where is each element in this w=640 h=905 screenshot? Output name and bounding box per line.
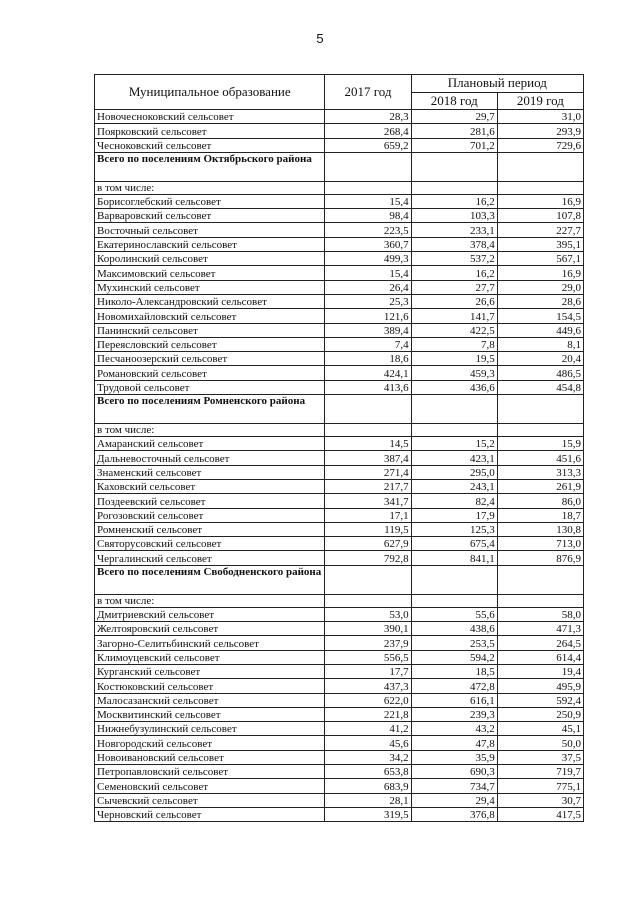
value-2018-cell [411, 181, 497, 194]
value-2019-cell: 592,4 [497, 693, 583, 707]
value-2018-cell: 29,4 [411, 793, 497, 807]
value-2018-cell: 376,8 [411, 807, 497, 821]
table-row [95, 779, 584, 793]
value-2018-cell [411, 424, 497, 437]
value-2018-cell: 701,2 [411, 138, 497, 152]
value-2019-cell: 20,4 [497, 352, 583, 366]
municipality-cell: Песчаноозерский сельсовет [95, 352, 325, 366]
municipality-cell: Нижнебузулинский сельсовет [95, 722, 325, 736]
value-2019-cell: 19,4 [497, 664, 583, 678]
municipality-cell: Панинский сельсовет [95, 323, 325, 337]
table-row [95, 479, 584, 493]
value-2017-cell: 237,9 [325, 636, 411, 650]
municipality-cell: в том числе: [95, 181, 325, 194]
budget-table [94, 74, 584, 822]
value-2018-cell: 35,9 [411, 750, 497, 764]
municipality-cell: Новгородский сельсовет [95, 736, 325, 750]
value-2017-cell: 223,5 [325, 223, 411, 237]
municipality-cell: Екатеринославский сельсовет [95, 237, 325, 251]
municipality-cell: Семеновский сельсовет [95, 779, 325, 793]
municipality-cell: Климоуцевский сельсовет [95, 650, 325, 664]
table-subheader-row [95, 424, 584, 437]
value-2019-cell: 16,9 [497, 194, 583, 208]
value-2019-cell: 449,6 [497, 323, 583, 337]
value-2019-cell: 130,8 [497, 522, 583, 536]
value-2018-cell: 125,3 [411, 522, 497, 536]
value-2018-cell [411, 565, 497, 594]
table-row [95, 323, 584, 337]
value-2019-cell [497, 565, 583, 594]
municipality-cell: Загорно-Селитьбинский сельсовет [95, 636, 325, 650]
table-row [95, 537, 584, 551]
value-2017-cell: 26,4 [325, 280, 411, 294]
value-2019-cell: 567,1 [497, 252, 583, 266]
value-2018-cell: 82,4 [411, 494, 497, 508]
table-row [95, 679, 584, 693]
municipality-cell: Чергалинский сельсовет [95, 551, 325, 565]
value-2019-cell: 293,9 [497, 124, 583, 138]
value-2017-cell: 7,4 [325, 337, 411, 351]
municipality-cell: Рогозовский сельсовет [95, 508, 325, 522]
value-2018-cell: 27,7 [411, 280, 497, 294]
value-2019-cell [497, 395, 583, 424]
value-2018-cell: 243,1 [411, 479, 497, 493]
value-2017-cell: 15,4 [325, 266, 411, 280]
value-2019-cell: 876,9 [497, 551, 583, 565]
value-2017-cell [325, 424, 411, 437]
municipality-cell: Чесноковский сельсовет [95, 138, 325, 152]
value-2018-cell [411, 152, 497, 181]
value-2019-cell: 50,0 [497, 736, 583, 750]
value-2019-cell: 18,7 [497, 508, 583, 522]
value-2017-cell: 659,2 [325, 138, 411, 152]
value-2019-cell: 37,5 [497, 750, 583, 764]
value-2017-cell: 389,4 [325, 323, 411, 337]
value-2018-cell: 616,1 [411, 693, 497, 707]
table-header [95, 75, 584, 110]
municipality-cell: Поздеевский сельсовет [95, 494, 325, 508]
value-2018-cell: 18,5 [411, 664, 497, 678]
table-row [95, 494, 584, 508]
value-2019-cell [497, 181, 583, 194]
value-2017-cell [325, 181, 411, 194]
value-2018-cell: 841,1 [411, 551, 497, 565]
header-planning-period: Плановый период [411, 75, 583, 93]
value-2018-cell: 253,5 [411, 636, 497, 650]
table-row [95, 337, 584, 351]
value-2017-cell: 25,3 [325, 294, 411, 308]
value-2018-cell: 55,6 [411, 607, 497, 621]
table-row [95, 607, 584, 621]
table-row [95, 707, 584, 721]
municipality-cell: Всего по поселениям Ромненского района [95, 395, 325, 424]
value-2019-cell: 261,9 [497, 479, 583, 493]
value-2019-cell: 486,5 [497, 366, 583, 380]
value-2018-cell: 295,0 [411, 465, 497, 479]
municipality-cell: Черновский сельсовет [95, 807, 325, 821]
municipality-cell: Романовский сельсовет [95, 366, 325, 380]
municipality-cell: Всего по поселениям Октябрьского района [95, 152, 325, 181]
value-2018-cell: 459,3 [411, 366, 497, 380]
value-2019-cell: 31,0 [497, 110, 583, 124]
municipality-cell: Дальневосточный сельсовет [95, 451, 325, 465]
municipality-cell: Святорусовский сельсовет [95, 537, 325, 551]
value-2017-cell: 360,7 [325, 237, 411, 251]
value-2017-cell [325, 395, 411, 424]
value-2019-cell: 45,1 [497, 722, 583, 736]
municipality-cell: Николо-Александровский сельсовет [95, 294, 325, 308]
value-2018-cell: 594,2 [411, 650, 497, 664]
municipality-cell: Дмитриевский сельсовет [95, 607, 325, 621]
value-2017-cell: 15,4 [325, 194, 411, 208]
value-2019-cell: 30,7 [497, 793, 583, 807]
value-2019-cell: 28,6 [497, 294, 583, 308]
municipality-cell: Максимовский сельсовет [95, 266, 325, 280]
header-municipality: Муниципальное образование [95, 75, 325, 110]
value-2019-cell [497, 594, 583, 607]
municipality-cell: Восточный сельсовет [95, 223, 325, 237]
table-row [95, 366, 584, 380]
table-row [95, 266, 584, 280]
value-2017-cell: 413,6 [325, 380, 411, 394]
value-2018-cell: 472,8 [411, 679, 497, 693]
value-2019-cell: 86,0 [497, 494, 583, 508]
table-row [95, 664, 584, 678]
municipality-cell: Варваровский сельсовет [95, 209, 325, 223]
table-row [95, 280, 584, 294]
value-2019-cell: 16,9 [497, 266, 583, 280]
table-row [95, 237, 584, 251]
table-row [95, 209, 584, 223]
table-row [95, 380, 584, 394]
value-2017-cell: 98,4 [325, 209, 411, 223]
table-row [95, 622, 584, 636]
table-group-row [95, 565, 584, 594]
value-2018-cell: 17,9 [411, 508, 497, 522]
value-2019-cell: 454,8 [497, 380, 583, 394]
table-row [95, 437, 584, 451]
value-2018-cell: 43,2 [411, 722, 497, 736]
table-row [95, 465, 584, 479]
municipality-cell: Ромненский сельсовет [95, 522, 325, 536]
value-2018-cell: 19,5 [411, 352, 497, 366]
header-year-2017: 2017 год [325, 75, 411, 110]
value-2018-cell: 675,4 [411, 537, 497, 551]
municipality-cell: Амаранский сельсовет [95, 437, 325, 451]
value-2019-cell [497, 152, 583, 181]
municipality-cell: Борисоглебский сельсовет [95, 194, 325, 208]
value-2017-cell: 390,1 [325, 622, 411, 636]
table-row [95, 223, 584, 237]
value-2017-cell: 17,7 [325, 664, 411, 678]
value-2018-cell [411, 395, 497, 424]
value-2019-cell: 250,9 [497, 707, 583, 721]
value-2019-cell: 29,0 [497, 280, 583, 294]
table-row [95, 650, 584, 664]
value-2018-cell: 15,2 [411, 437, 497, 451]
value-2018-cell: 438,6 [411, 622, 497, 636]
municipality-cell: Новочесноковский сельсовет [95, 110, 325, 124]
municipality-cell: Каховский сельсовет [95, 479, 325, 493]
municipality-cell: Мухинский сельсовет [95, 280, 325, 294]
value-2017-cell [325, 565, 411, 594]
value-2018-cell: 690,3 [411, 764, 497, 778]
municipality-cell: Новоивановский сельсовет [95, 750, 325, 764]
table-row [95, 793, 584, 807]
municipality-cell: Знаменский сельсовет [95, 465, 325, 479]
value-2019-cell: 227,7 [497, 223, 583, 237]
municipality-cell: Всего по поселениям Свободненского района [95, 565, 325, 594]
table-body [95, 110, 584, 822]
table-group-row [95, 395, 584, 424]
municipality-cell: в том числе: [95, 424, 325, 437]
table-row [95, 736, 584, 750]
value-2017-cell: 387,4 [325, 451, 411, 465]
table-row [95, 124, 584, 138]
value-2017-cell: 622,0 [325, 693, 411, 707]
table-subheader-row [95, 181, 584, 194]
value-2017-cell: 45,6 [325, 736, 411, 750]
table-row [95, 636, 584, 650]
value-2018-cell: 436,6 [411, 380, 497, 394]
value-2017-cell [325, 152, 411, 181]
municipality-cell: Переясловский сельсовет [95, 337, 325, 351]
value-2018-cell: 103,3 [411, 209, 497, 223]
value-2018-cell [411, 594, 497, 607]
value-2017-cell: 683,9 [325, 779, 411, 793]
municipality-cell: Москвитинский сельсовет [95, 707, 325, 721]
value-2019-cell: 15,9 [497, 437, 583, 451]
value-2019-cell: 264,5 [497, 636, 583, 650]
value-2018-cell: 734,7 [411, 779, 497, 793]
municipality-cell: Петропавловский сельсовет [95, 764, 325, 778]
value-2017-cell: 437,3 [325, 679, 411, 693]
municipality-cell: Новомихайловский сельсовет [95, 309, 325, 323]
header-year-2018: 2018 год [411, 92, 497, 110]
value-2017-cell: 424,1 [325, 366, 411, 380]
value-2017-cell: 17,1 [325, 508, 411, 522]
table-row [95, 294, 584, 308]
value-2019-cell: 775,1 [497, 779, 583, 793]
table-row [95, 693, 584, 707]
table-row [95, 352, 584, 366]
value-2019-cell: 8,1 [497, 337, 583, 351]
value-2017-cell: 28,3 [325, 110, 411, 124]
value-2017-cell: 34,2 [325, 750, 411, 764]
municipality-cell: Малосазанский сельсовет [95, 693, 325, 707]
municipality-cell: Королинский сельсовет [95, 252, 325, 266]
value-2017-cell: 217,7 [325, 479, 411, 493]
value-2019-cell: 471,3 [497, 622, 583, 636]
value-2017-cell: 792,8 [325, 551, 411, 565]
value-2018-cell: 47,8 [411, 736, 497, 750]
value-2019-cell [497, 424, 583, 437]
table-row [95, 110, 584, 124]
municipality-cell: Трудовой сельсовет [95, 380, 325, 394]
value-2019-cell: 713,0 [497, 537, 583, 551]
table-row [95, 764, 584, 778]
table-row [95, 508, 584, 522]
value-2017-cell: 221,8 [325, 707, 411, 721]
value-2017-cell: 499,3 [325, 252, 411, 266]
value-2019-cell: 451,6 [497, 451, 583, 465]
table-group-row [95, 152, 584, 181]
value-2017-cell: 627,9 [325, 537, 411, 551]
value-2019-cell: 107,8 [497, 209, 583, 223]
value-2018-cell: 423,1 [411, 451, 497, 465]
value-2017-cell: 271,4 [325, 465, 411, 479]
table-row [95, 309, 584, 323]
value-2017-cell: 18,6 [325, 352, 411, 366]
value-2018-cell: 16,2 [411, 266, 497, 280]
value-2019-cell: 313,3 [497, 465, 583, 479]
value-2018-cell: 29,7 [411, 110, 497, 124]
value-2019-cell: 495,9 [497, 679, 583, 693]
value-2018-cell: 141,7 [411, 309, 497, 323]
value-2019-cell: 58,0 [497, 607, 583, 621]
value-2019-cell: 395,1 [497, 237, 583, 251]
table-row [95, 194, 584, 208]
table-row [95, 522, 584, 536]
value-2018-cell: 378,4 [411, 237, 497, 251]
value-2017-cell: 14,5 [325, 437, 411, 451]
value-2017-cell: 556,5 [325, 650, 411, 664]
header-year-2019: 2019 год [497, 92, 583, 110]
table-row [95, 252, 584, 266]
value-2019-cell: 729,6 [497, 138, 583, 152]
value-2018-cell: 7,8 [411, 337, 497, 351]
table-subheader-row [95, 594, 584, 607]
table-row [95, 138, 584, 152]
value-2018-cell: 26,6 [411, 294, 497, 308]
value-2017-cell: 268,4 [325, 124, 411, 138]
value-2018-cell: 233,1 [411, 223, 497, 237]
table-row [95, 551, 584, 565]
value-2017-cell: 341,7 [325, 494, 411, 508]
value-2019-cell: 154,5 [497, 309, 583, 323]
value-2017-cell: 28,1 [325, 793, 411, 807]
municipality-cell: Курганский сельсовет [95, 664, 325, 678]
value-2017-cell [325, 594, 411, 607]
value-2018-cell: 16,2 [411, 194, 497, 208]
value-2018-cell: 281,6 [411, 124, 497, 138]
value-2018-cell: 239,3 [411, 707, 497, 721]
municipality-cell: Сычевский сельсовет [95, 793, 325, 807]
value-2017-cell: 653,8 [325, 764, 411, 778]
value-2018-cell: 422,5 [411, 323, 497, 337]
value-2017-cell: 53,0 [325, 607, 411, 621]
municipality-cell: Желтояровский сельсовет [95, 622, 325, 636]
table-row [95, 722, 584, 736]
value-2017-cell: 319,5 [325, 807, 411, 821]
municipality-cell: Костюковский сельсовет [95, 679, 325, 693]
table-row [95, 750, 584, 764]
table-row [95, 807, 584, 821]
value-2017-cell: 41,2 [325, 722, 411, 736]
value-2019-cell: 417,5 [497, 807, 583, 821]
municipality-cell: в том числе: [95, 594, 325, 607]
value-2017-cell: 119,5 [325, 522, 411, 536]
page-number: 5 [316, 31, 324, 46]
value-2019-cell: 719,7 [497, 764, 583, 778]
value-2018-cell: 537,2 [411, 252, 497, 266]
table-row [95, 451, 584, 465]
municipality-cell: Поярковский сельсовет [95, 124, 325, 138]
value-2017-cell: 121,6 [325, 309, 411, 323]
value-2019-cell: 614,4 [497, 650, 583, 664]
